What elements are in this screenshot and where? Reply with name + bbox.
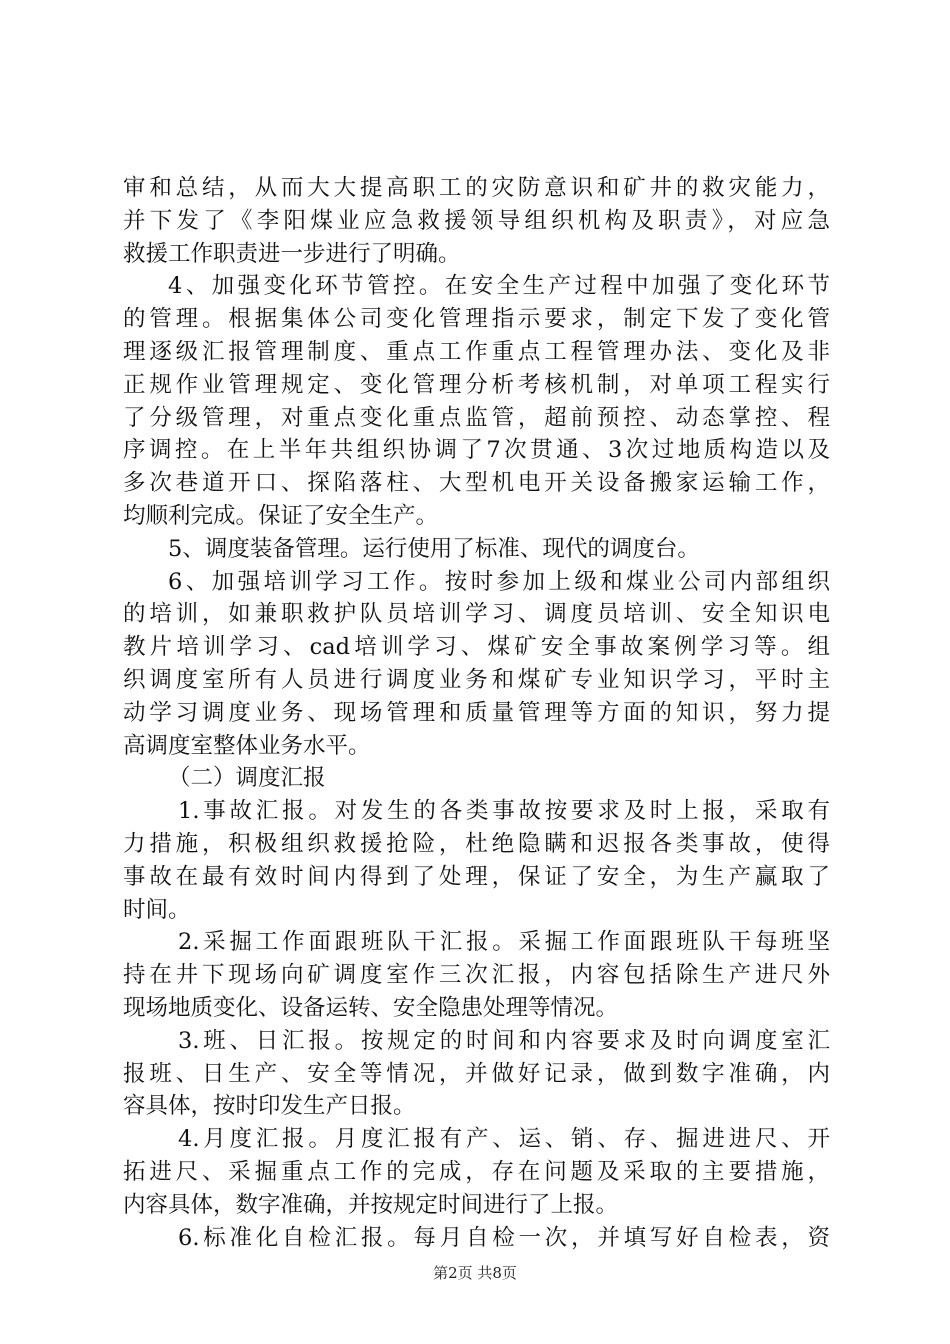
text-line: 救援工作职责进一步进行了明确。 xyxy=(123,240,461,267)
text-line: 事故在最有效时间内得到了处理，保证了安全，为生产赢取了 xyxy=(123,863,830,890)
text-line: 6、加强培训学习工作。按时参加上级和煤业公司内部组织 xyxy=(168,568,830,595)
text-line: 3.班、日汇报。按规定的时间和内容要求及时向调度室汇 xyxy=(178,1027,830,1054)
section-heading: （二）调度汇报 xyxy=(168,765,326,792)
text-line: 持在井下现场向矿调度室作三次汇报，内容包括除生产进尺外 xyxy=(123,962,830,989)
text-line: 教片培训学习、cad培训学习、煤矿安全事故案例学习等。组 xyxy=(123,634,830,661)
text-line: 序调控。在上半年共组织协调了7次贯通、3次过地质构造以及 xyxy=(123,437,830,464)
text-line: 容具体，按时印发生产日报。 xyxy=(123,1093,416,1120)
text-line: 动学习调度业务、现场管理和质量管理等方面的知识，努力提 xyxy=(123,699,830,726)
text-line: 6.标准化自检汇报。每月自检一次，并填写好自检表，资 xyxy=(178,1224,830,1251)
text-line: 理逐级汇报管理制度、重点工作重点工程管理办法、变化及非 xyxy=(123,338,830,365)
document-body xyxy=(123,172,830,1254)
text-line: 高调度室整体业务水平。 xyxy=(123,732,371,759)
text-line: 拓进尺、采掘重点工作的完成，存在问题及采取的主要措施， xyxy=(123,1158,830,1185)
text-line: 多次巷道开口、探陷落柱、大型机电开关设备搬家运输工作， xyxy=(123,470,830,497)
text-line: 了分级管理，对重点变化重点监管，超前预控、动态掌控、程 xyxy=(123,404,830,431)
text-line: 均顺利完成。保证了安全生产。 xyxy=(123,502,439,529)
text-line: 审和总结，从而大大提高职工的灾防意识和矿井的救灾能力， xyxy=(123,175,830,201)
text-line: 4、加强变化环节管控。在安全生产过程中加强了变化环节 xyxy=(168,273,830,300)
text-line: 2.采掘工作面跟班队干汇报。采掘工作面跟班队干每班坚 xyxy=(178,929,830,956)
page-number: 第2页 共8页 xyxy=(433,1264,517,1282)
text-line: 1.事故汇报。对发生的各类事故按要求及时上报，采取有 xyxy=(178,798,830,825)
text-line: 5、调度装备管理。运行使用了标准、现代的调度台。 xyxy=(168,535,700,562)
text-line: 报班、日生产、安全等情况，并做好记录，做到数字准确，内 xyxy=(123,1060,830,1087)
text-line: 内容具体，数字准确，并按规定时间进行了上报。 xyxy=(123,1191,619,1218)
text-line: 力措施，积极组织救援抢险，杜绝隐瞒和迟报各类事故，使得 xyxy=(123,830,830,857)
text-line: 现场地质变化、设备运转、安全隐患处理等情况。 xyxy=(123,994,619,1021)
text-line: 织调度室所有人员进行调度业务和煤矿专业知识学习，平时主 xyxy=(123,666,830,693)
text-line: 时间。 xyxy=(123,896,191,923)
text-line: 的管理。根据集体公司变化管理指示要求，制定下发了变化管 xyxy=(123,306,830,333)
text-line: 并下发了《李阳煤业应急救援领导组织机构及职责》，对应急 xyxy=(123,207,830,234)
text-line: 的培训，如兼职救护队员培训学习、调度员培训、安全知识电 xyxy=(123,601,830,628)
text-line: 4.月度汇报。月度汇报有产、运、销、存、掘进进尺、开 xyxy=(178,1126,830,1153)
text-line: 正规作业管理规定、变化管理分析考核机制，对单项工程实行 xyxy=(123,371,830,398)
